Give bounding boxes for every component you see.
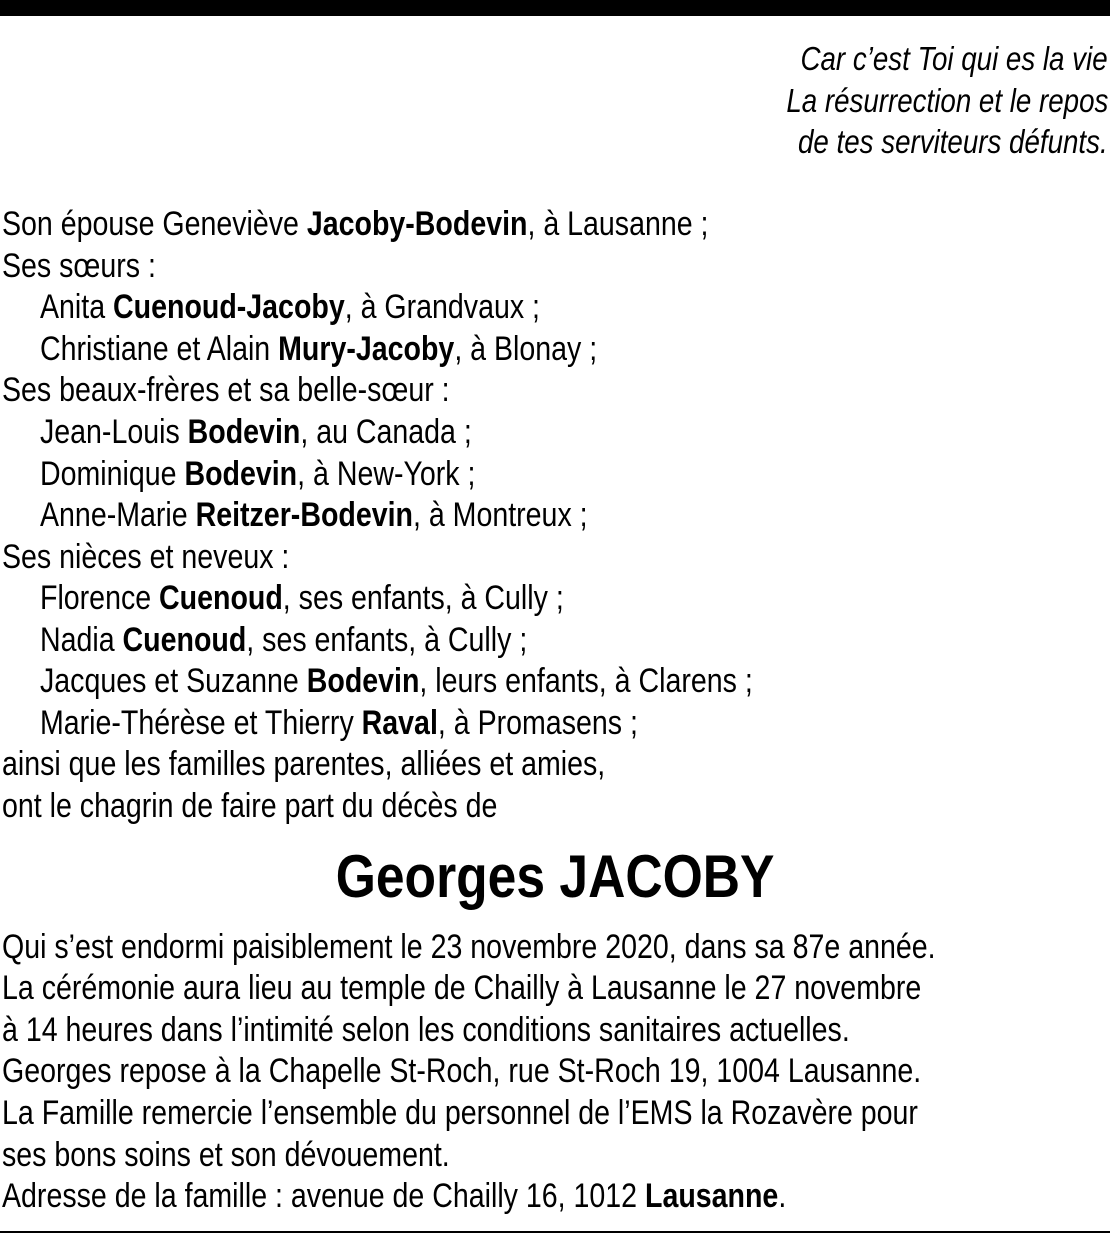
niece-suffix: , ses enfants, à Cully ; — [282, 579, 564, 617]
address-prefix: Adresse de la famille : avenue de Chailly 16, 1012 — [2, 1177, 645, 1215]
verse-line-2: La résurrection et le repos — [785, 82, 1108, 119]
inlaw-line — [40, 411, 472, 453]
details-line-3: à 14 heures dans l’intimité selon les conditions sanitaires actuelles. — [2, 1011, 850, 1049]
niece-suffix: , leurs enfants, à Clarens ; — [419, 662, 753, 700]
spouse-line — [2, 203, 709, 245]
details-line-1: Qui s’est endormi paisiblement le 23 novembre 2020, dans sa 87e année. — [2, 928, 936, 966]
niece-line — [40, 577, 564, 619]
address-suffix: . — [778, 1177, 787, 1215]
inlaw-prefix: Anne-Marie — [40, 496, 196, 534]
sister-surname: Cuenoud-Jacoby — [113, 288, 345, 326]
bottom-rule — [0, 1231, 1110, 1233]
inlaw-surname: Bodevin — [184, 455, 298, 493]
sister-suffix: , à Grandvaux ; — [344, 288, 540, 326]
sister-suffix: , à Blonay ; — [454, 330, 598, 368]
deceased-name-heading — [0, 840, 1110, 914]
inlaw-prefix: Dominique — [40, 455, 185, 493]
sister-prefix: Christiane et Alain — [40, 330, 279, 368]
sister-line — [40, 328, 597, 370]
details-line-6: ses bons soins et son dévouement. — [2, 1136, 450, 1174]
family-address-line — [2, 1175, 786, 1217]
inlaw-suffix: , au Canada ; — [300, 413, 472, 451]
sister-prefix: Anita — [40, 288, 114, 326]
niece-prefix: Jacques et Suzanne — [40, 662, 307, 700]
spouse-suffix: , à Lausanne ; — [527, 205, 709, 243]
niece-line — [40, 619, 527, 661]
top-rule — [0, 0, 1110, 16]
niece-line — [40, 702, 638, 744]
niece-prefix: Nadia — [40, 621, 123, 659]
address-city: Lausanne — [644, 1177, 779, 1215]
niece-surname: Cuenoud — [159, 579, 283, 617]
sisters-heading: Ses sœurs : — [2, 247, 156, 285]
inlaw-surname: Reitzer-Bodevin — [195, 496, 413, 534]
inlaw-prefix: Jean-Louis — [40, 413, 188, 451]
inlaws-heading: Ses beaux-frères et sa belle-sœur : — [2, 371, 450, 409]
inlaw-suffix: , à Montreux ; — [412, 496, 588, 534]
spouse-surname: Jacoby-Bodevin — [306, 205, 528, 243]
details-line-5: La Famille remercie l’ensemble du personnel de l’EMS la Rozavère pour — [2, 1094, 918, 1132]
verse-line-3: de tes serviteurs défunts. — [798, 123, 1108, 160]
inlaw-surname: Bodevin — [187, 413, 301, 451]
niece-line — [40, 660, 753, 702]
spouse-prefix: Son épouse Geneviève — [2, 205, 307, 243]
inlaw-suffix: , à New-York ; — [297, 455, 476, 493]
niece-surname: Raval — [361, 704, 438, 742]
niece-prefix: Florence — [40, 579, 160, 617]
nieces-heading: Ses nièces et neveux : — [2, 538, 290, 576]
closing-line-2: ont le chagrin de faire part du décès de — [2, 787, 498, 825]
niece-surname: Bodevin — [306, 662, 420, 700]
verse-line-1: Car c’est Toi qui es la vie — [800, 40, 1108, 77]
niece-suffix: , ses enfants, à Cully ; — [246, 621, 528, 659]
details-line-4: Georges repose à la Chapelle St-Roch, rue St-Roch 19, 1004 Lausanne. — [2, 1052, 922, 1090]
niece-prefix: Marie-Thérèse et Thierry — [40, 704, 362, 742]
niece-surname: Cuenoud — [122, 621, 247, 659]
sister-surname: Mury-Jacoby — [278, 330, 455, 368]
details-line-2: La cérémonie aura lieu au temple de Chailly à Lausanne le 27 novembre — [2, 969, 922, 1007]
inlaw-line — [40, 494, 588, 536]
inlaw-line — [40, 453, 475, 495]
deceased-name: Georges JACOBY — [335, 843, 775, 910]
niece-suffix: , à Promasens ; — [437, 704, 638, 742]
sister-line — [40, 286, 540, 328]
closing-line-1: ainsi que les familles parentes, alliées et amies, — [2, 745, 606, 783]
